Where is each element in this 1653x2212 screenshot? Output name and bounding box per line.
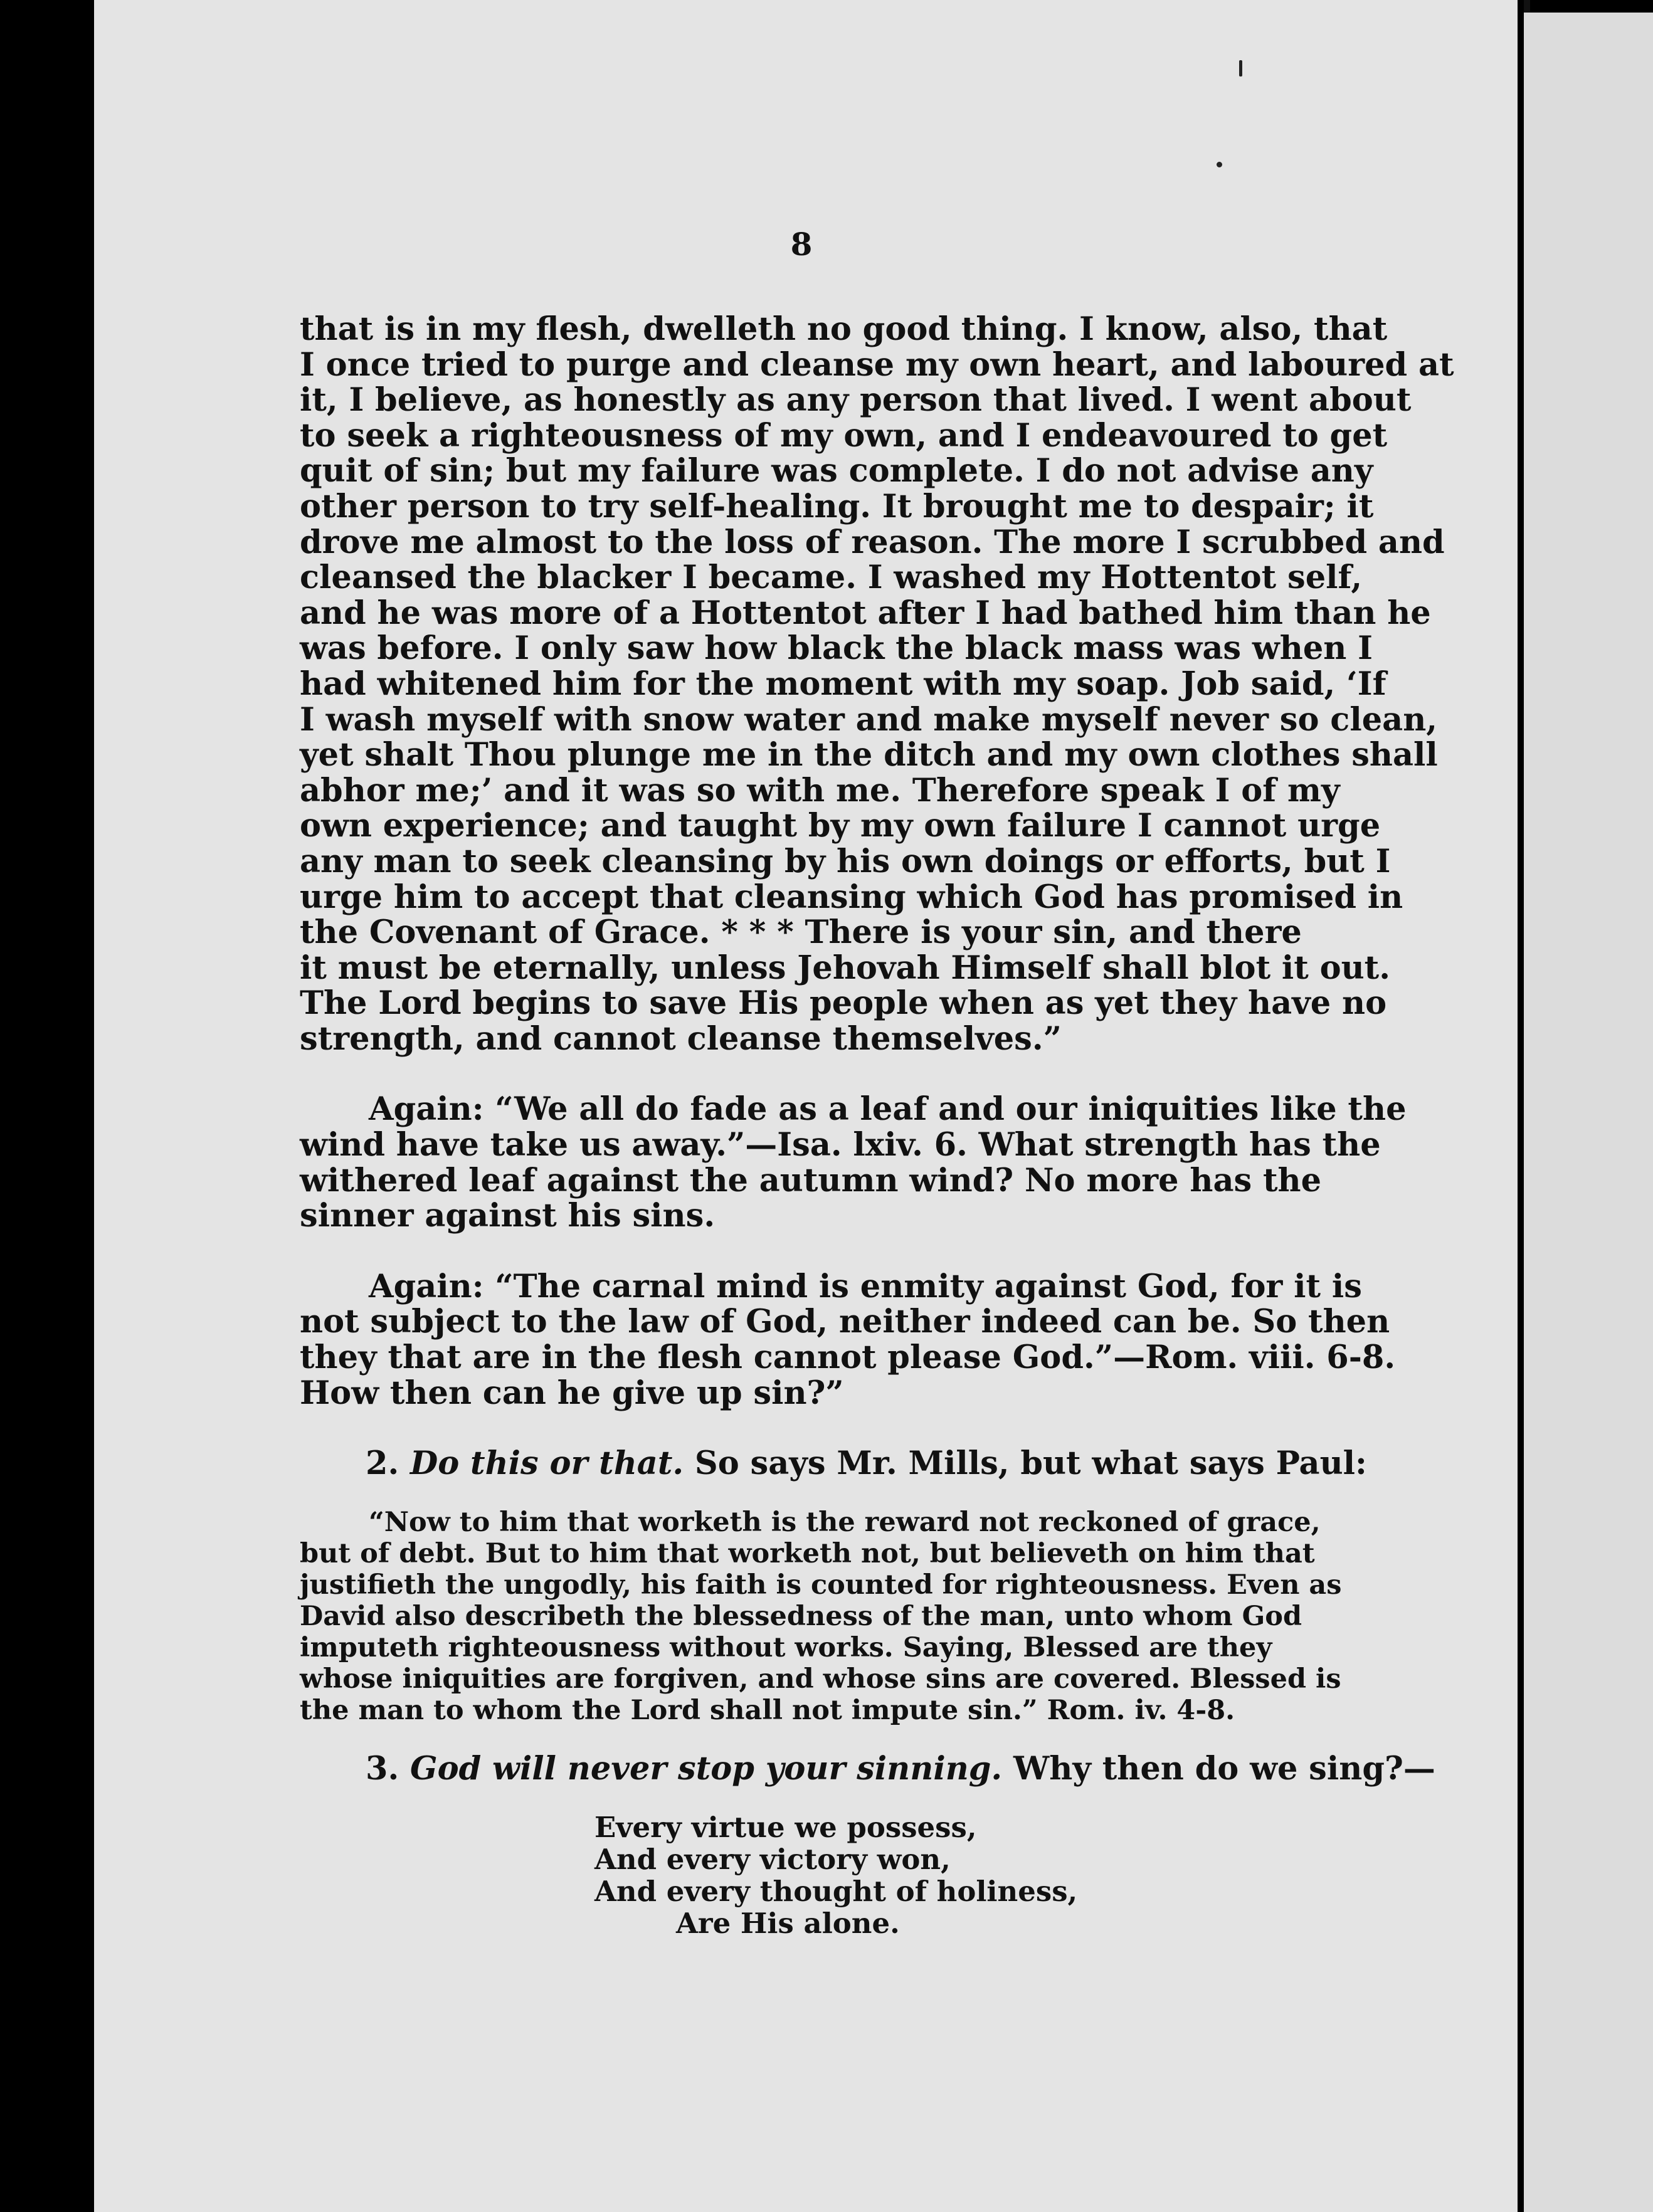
text-line: abhor me;’ and it was so with me. Therefore speak I of my	[300, 771, 1340, 809]
text-line: and he was more of a Hottentot after I had bathed him than he	[300, 594, 1431, 632]
text-line: I wash myself with snow water and make myself never so clean,	[300, 700, 1438, 739]
text-line: had whitened him for the moment with my soap. Job said, ‘If	[300, 665, 1386, 703]
text-line: urge him to accept that cleansing which God has promised in	[300, 878, 1403, 916]
point-three-number: 3.	[366, 1749, 399, 1788]
quote-line: the man to whom the Lord shall not impute sin.” Rom. iv. 4-8.	[300, 1694, 1235, 1726]
text-line: other person to try self-healing. It brought me to despair; it	[300, 487, 1374, 525]
text-line: the Covenant of Grace. * * * There is your sin, and there	[300, 914, 1302, 952]
point-three-text: Why then do we sing?—	[1013, 1749, 1435, 1788]
point-two-heading: Do this or that.	[410, 1445, 684, 1483]
paragraph-again-romans	[300, 1267, 1396, 1412]
text-line: that is in my flesh, dwelleth no good thing. I know, also, that	[300, 310, 1388, 348]
text-line: How then can he give up sin?”	[300, 1374, 844, 1412]
adjacent-page-edge	[1524, 13, 1653, 2212]
text-line: it, I believe, as honestly as any person that lived. I went about	[300, 381, 1412, 419]
verse-line: And every thought of holiness,	[594, 1875, 1078, 1909]
verse-line: Every virtue we possess,	[594, 1811, 977, 1845]
text-line: yet shalt Thou plunge me in the ditch and my own clothes shall	[300, 736, 1438, 774]
text-line: was before. I only saw how black the black mass was when I	[300, 629, 1373, 668]
text-line: sinner against his sins.	[300, 1197, 716, 1235]
text-line: they that are in the flesh cannot please God.”—Rom. viii. 6-8.	[300, 1339, 1396, 1377]
text-line: quit of sin; but my failure was complete. I do not advise any	[300, 452, 1373, 490]
quote-line: whose iniquities are forgiven, and whose sins are covered. Blessed is	[300, 1663, 1341, 1695]
paragraph-again-isaiah	[300, 1090, 1407, 1235]
verse-line: Are His alone.	[676, 1907, 900, 1941]
point-three	[300, 1749, 1435, 1788]
text-line: it must be eternally, unless Jehovah Himself shall blot it out.	[300, 949, 1390, 987]
text-line: cleansed the blacker I became. I washed my Hottentot self,	[300, 559, 1363, 597]
point-two-number: 2.	[366, 1445, 399, 1483]
text-line: wind have take us away.”—Isa. lxiv. 6. What strength has the	[300, 1126, 1381, 1164]
text-line: strength, and cannot cleanse themselves.”	[300, 1019, 1062, 1058]
text-line: Again: “We all do fade as a leaf and our iniquities like the	[369, 1090, 1407, 1129]
quote-line: “Now to him that worketh is the reward not reckoned of grace,	[369, 1506, 1321, 1538]
verse-line: And every victory won,	[594, 1843, 951, 1877]
ink-speck	[1217, 162, 1222, 167]
text-line: The Lord begins to save His people when as yet they have no	[300, 984, 1387, 1023]
page-content	[300, 226, 1454, 1941]
hymn-verse	[300, 1811, 1303, 1939]
point-three-heading: God will never stop your sinning.	[410, 1749, 1003, 1788]
text-line: Again: “The carnal mind is enmity against God, for it is	[369, 1267, 1362, 1305]
text-line: own experience; and taught by my own failure I cannot urge	[300, 807, 1381, 845]
quote-line: justifieth the ungodly, his faith is counted for righteousness. Even as	[300, 1569, 1342, 1601]
text-line: drove me almost to the loss of reason. The more I scrubbed and	[300, 523, 1445, 561]
quote-line: David also describeth the blessedness of the man, unto whom God	[300, 1600, 1302, 1632]
paragraph-continued	[300, 310, 1454, 1058]
quote-line: imputeth righteousness without works. Saying, Blessed are they	[300, 1631, 1272, 1663]
text-line: to seek a righteousness of my own, and I endeavoured to get	[300, 416, 1388, 455]
point-two-text: So says Mr. Mills, but what says Paul:	[694, 1445, 1367, 1483]
ink-speck	[1239, 60, 1242, 76]
point-two	[300, 1445, 1367, 1483]
text-line: withered leaf against the autumn wind? No more has the	[300, 1161, 1322, 1199]
text-line: any man to seek cleansing by his own doings or efforts, but I	[300, 842, 1391, 880]
text-line: I once tried to purge and cleanse my own heart, and laboured at	[300, 345, 1454, 384]
text-line: not subject to the law of God, neither indeed can be. So then	[300, 1303, 1390, 1341]
romans-quotation	[300, 1506, 1342, 1726]
quote-line: but of debt. But to him that worketh not, but believeth on him that	[300, 1537, 1315, 1569]
page-number: 8	[790, 226, 813, 263]
